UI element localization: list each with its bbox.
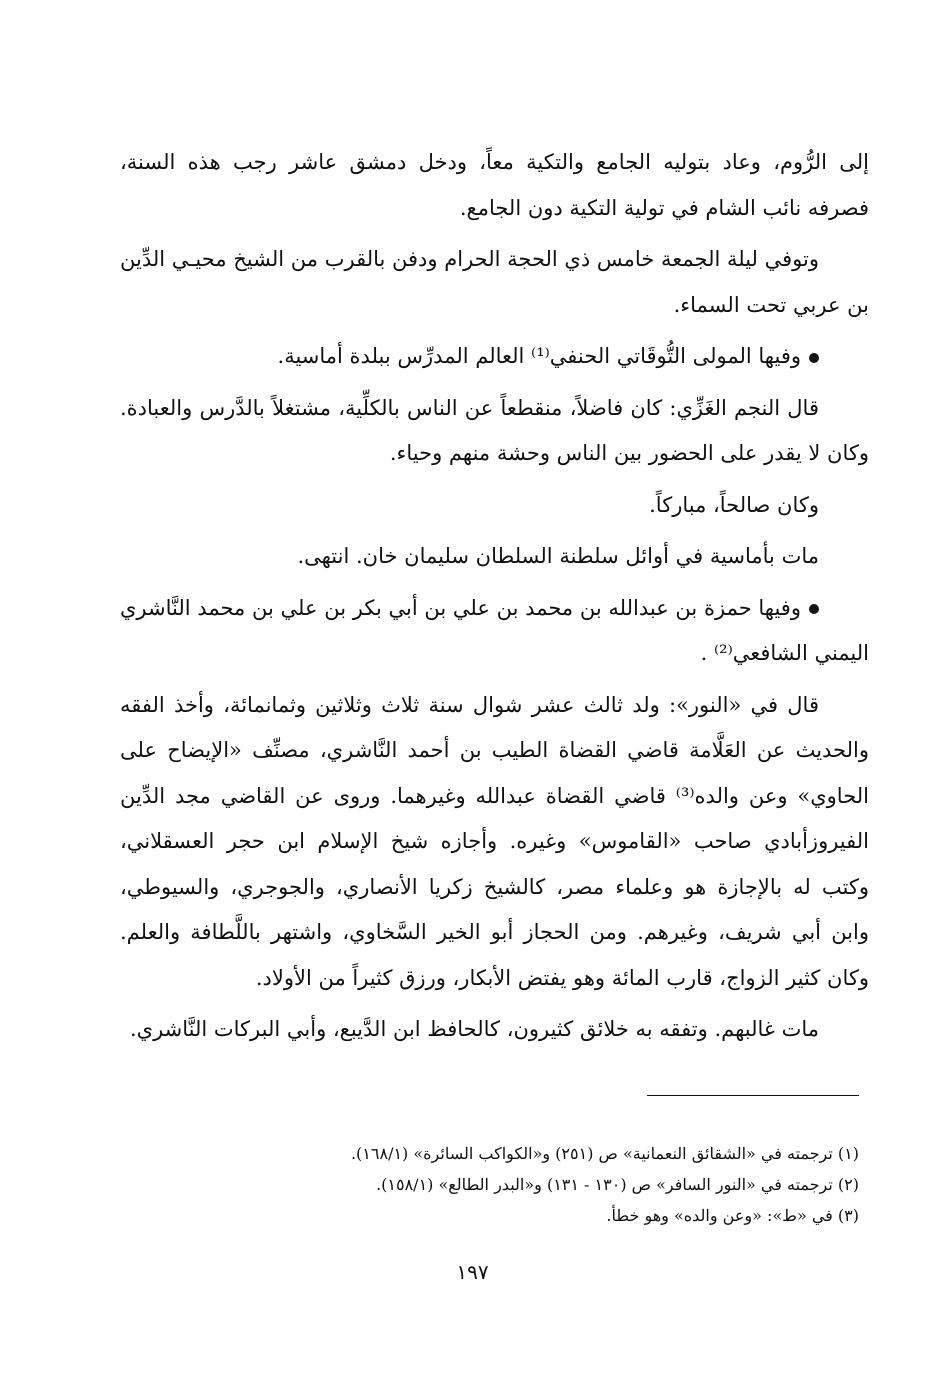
paragraph-7	[120, 586, 869, 677]
bullet-icon	[809, 604, 819, 614]
footnotes	[120, 1138, 859, 1231]
paragraph-5-text: وكان صالحاً، مباركاً.	[649, 492, 819, 517]
footnote-1: (١) ترجمته في «الشقائق النعمانية» ص (٢٥١) و«الكواكب السائرة» (١٦٨/١).	[350, 1144, 859, 1163]
paragraph-6-text: مات بأماسية في أوائل سلطنة السلطان سليمان خان. انتهى.	[297, 544, 819, 568]
main-text	[120, 140, 869, 1053]
footnote-divider	[647, 1095, 859, 1096]
paragraph-8	[120, 683, 869, 1002]
paragraph-1	[120, 140, 869, 231]
paragraph-4	[120, 386, 869, 477]
paragraph-3-text: وفيها المولى التُّوقَاتي الحنفي⁽¹⁾ العالم المدرِّس ببلدة أماسية.	[277, 344, 801, 368]
paragraph-6	[120, 534, 869, 580]
paragraph-2	[120, 237, 869, 328]
paragraph-4-text: قال النجم الغَزِّي: كان فاضلاً، منقطعاً عن الناس بالكلِّية، مشتغلاً بالدَّرس والعبادة. وكان لا يقدر على الحضور بين الناس وحشة منهم وحياء.	[120, 395, 869, 465]
paragraph-2-text: وتوفي ليلة الجمعة خامس ذي الحجة الحرام ودفن بالقرب من الشيخ محيـي الدِّين بن عربي تحت السماء.	[120, 247, 869, 317]
bullet-icon	[809, 353, 819, 363]
page-number: ١٩٧	[456, 1260, 489, 1284]
paragraph-9	[120, 1007, 869, 1053]
paragraph-9-text: مات غالبهم. وتفقه به خلائق كثيرون، كالحافظ ابن الدَّيبع، وأبي البركات النَّاشري.	[129, 1017, 819, 1041]
footnote-3: (٣) في «ط»: «وعن والده» وهو خطأ.	[606, 1206, 859, 1225]
paragraph-7-text: وفيها حمزة بن عبدالله بن محمد بن علي بن أبي بكر بن علي بن محمد النَّاشري اليمني الشافعي⁽²⁾ .	[120, 595, 869, 665]
paragraph-8-text: قال في «النور»: ولد ثالث عشر شوال سنة ثلاث وثلاثين وثمانمائة، وأخذ الفقه والحديث عن العَلَّامة قاضي القضاة الطيب بن أحمد النَّاشري، مصنِّف «الإيضاح على الحاوي» وعن والده⁽³⁾ قاضي القضاة عبدالله وغيرهما. وروى عن القاضي مجد الدِّين الفيروزأبادي صاحب «القاموس» وغيره. وأجازه شيخ الإسلام ابن حجر العسقلاني، وكتب له بالإجازة هو وعلماء مصر، كالشيخ زكريا الأنصاري، والجوجري، والسيوطي، وابن أبي شريف، وغيرهم. ومن الحجاز أبو الخير السَّخاوي، واشتهر باللَّطافة والعلم. وكان كثير الزواج، قارب المائة وهو يفتض الأبكار، ورزق كثيراً من الأولاد.	[120, 692, 869, 990]
paragraph-3	[120, 334, 869, 380]
footnote-2: (٢) ترجمته في «النور السافر» ص (١٣٠ - ١٣١) و«البدر الطالع» (١٥٨/١).	[376, 1175, 859, 1194]
paragraph-1-text: إلى الرُّوم، وعاد بتوليه الجامع والتكية معاً، ودخل دمشق عاشر رجب هذه السنة، فصرفه نائب الشام في تولية التكية دون الجامع.	[120, 150, 869, 220]
paragraph-5	[120, 483, 869, 529]
